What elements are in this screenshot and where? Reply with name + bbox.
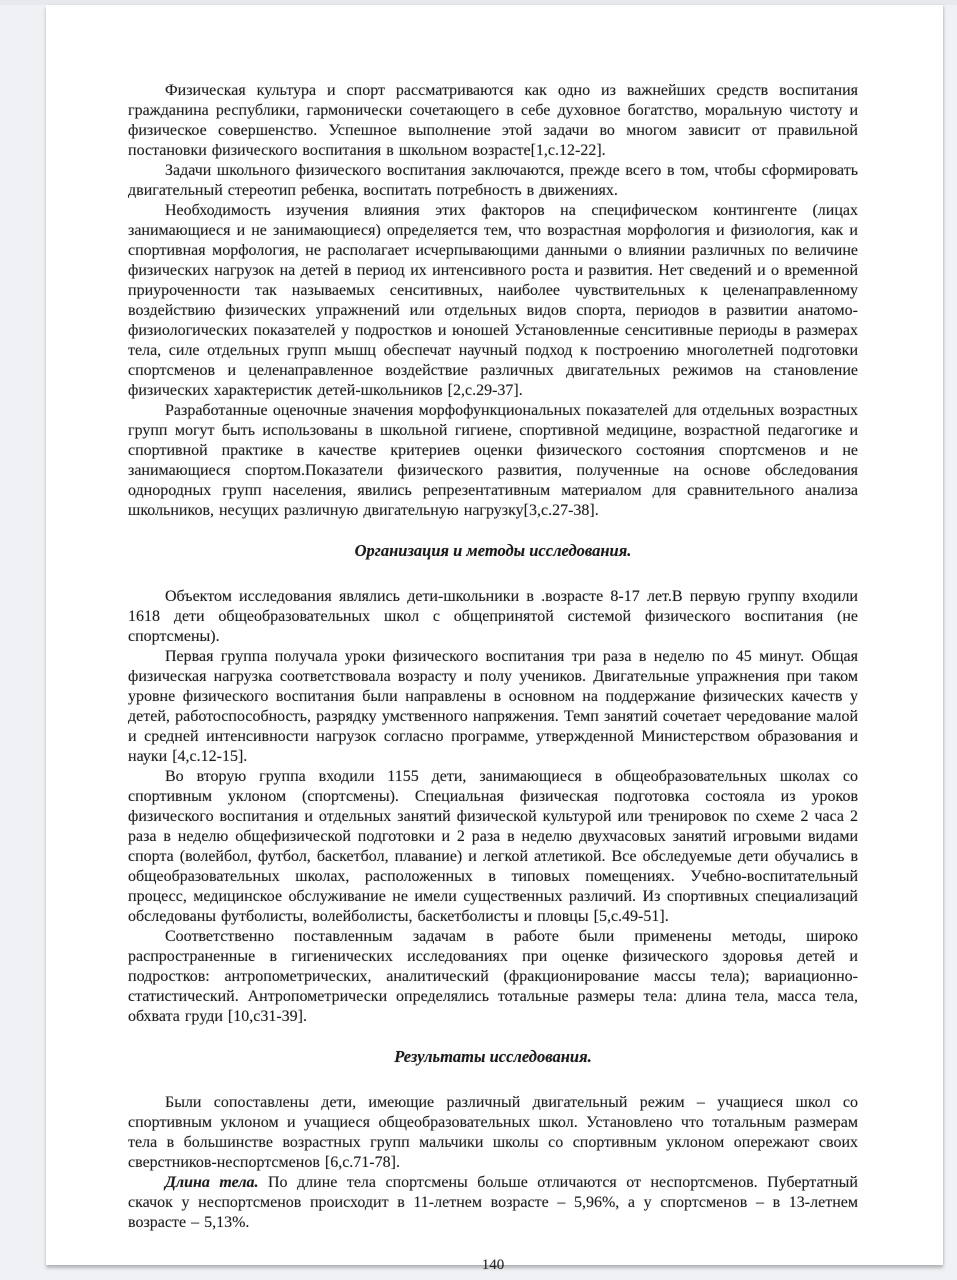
body-length-text: По длине тела спортсмены больше отличаются от неспортсменов. Пубертатный скачок у неспортсменов происходит в 11-летнем возрасте – 5,96%, а у спортсменов – в 13-летнем возрасте – 5,13%. bbox=[128, 1174, 858, 1231]
paragraph-results-2 bbox=[128, 1173, 858, 1233]
page-number: 140 bbox=[481, 1257, 505, 1273]
paragraph-methods-2: Первая группа получала уроки физического воспитания три раза в неделю по 45 минут. Общая физическая нагрузка соответствовала возрасту и полу учеников. Двигательные упражнения при таком уровне физического воспитания были направлены в основном на поддержание физических качеств у детей, работоспособность, разрядку умственного напряжения. Темп занятий сочетает чередование малой и средней интенсивности нагрузок согласно программе, утвержденной Министерством образования и науки [4,с.12-15]. bbox=[128, 648, 858, 765]
section-heading-results: Результаты исследования. bbox=[394, 1047, 592, 1066]
section-heading-methods: Организация и методы исследования. bbox=[354, 541, 632, 560]
paragraph-results-1: Были сопоставлены дети, имеющие различный двигательный режим – учащиеся школ со спортивным уклоном и учащиеся общеобразовательных школ. Установлено что тотальным размерам тела в большинстве возрастных групп мальчики школы со спортивным уклоном опережают своих сверстников-неспортсменов [6,с.71-78]. bbox=[128, 1094, 858, 1171]
paragraph-intro-1: Физическая культура и спорт рассматриваются как одно из важнейших средств воспитания гражданина республики, гармонически сочетающего в себе духовное богатство, моральную чистоту и физическое совершенство. Успешное выполнение этой задачи во многом зависит от правильной постановки физического воспитания в школьном возрасте[1,с.12-22]. bbox=[128, 82, 858, 159]
paragraph-methods-4: Соответственно поставленным задачам в работе были применены методы, широко распространенные в гигиенических исследованиях при оценке физического здоровья детей и подростков: антропометрических, аналитический (фракционирование массы тела); вариационно-статистический. Антропометрически определялись тотальные размеры тела: длина тела, масса тела, обхвата груди [10,с31-39]. bbox=[128, 928, 858, 1025]
paragraph-intro-3: Необходимость изучения влияния этих факторов на специфическом контингенте (лицах занимающиеся и не занимающиеся) определяется тем, что возрастная морфология и физиология, как и спортивная морфология, не располагает исчерпывающими данными о влиянии различных по величине физических нагрузок на детей в период их интенсивного роста и развития. Нет сведений и о временной приуроченности так называемых сенситивных, наиболее чувствительных к целенаправленному воздействию физических упражнений или отдельных видов спорта, периодов в развитии анатомо-физиологических показателей у подростков и юношей Установленные сенситивные периоды в размерах тела, силе отдельных групп мышц обеспечат научный подход к построению многолетней подготовки спортсменов и целенаправленное воздействие различных двигательных режимов на становление физических характеристик детей-школьников [2,с.29-37]. bbox=[128, 202, 858, 399]
paper-sheet bbox=[46, 5, 943, 1273]
paragraph-intro-2: Задачи школьного физического воспитания заключаются, прежде всего в том, чтобы сформировать двигательный стереотип ребенка, воспитать потребность в движениях. bbox=[128, 162, 858, 199]
paragraph-methods-1: Объектом исследования являлись дети-школьники в .возрасте 8-17 лет.В первую группу входили 1618 дети общеобразовательных школ с общепринятой системой физического воспитания (не спортсмены). bbox=[128, 588, 858, 645]
paragraph-methods-3: Во вторую группа входили 1155 дети, занимающиеся в общеобразовательных школах со спортивным уклоном (спортсмены). Специальная физическая подготовка состояла из уроков физического воспитания и отдельных занятий физической культурой или тренировок по схеме 2 часа 2 раза в неделю общефизической подготовки и 2 раза в неделю двухчасовых занятий игровыми видами спорта (волейбол, футбол, баскетбол, плавание) и легкой атлетикой. Все обследуемые дети обучались в общеобразовательных школах, расположенных в типовых помещениях. Учебно-воспитательный процесс, медицинское обслуживание не имели существенных различий. Из спортивных специализаций обследованы футболисты, волейболисты, баскетболисты и пловцы [5,с.49-51]. bbox=[128, 768, 858, 925]
body-length-label: Длина тела. bbox=[165, 1174, 259, 1191]
paragraph-intro-4: Разработанные оценочные значения морфофункциональных показателей для отдельных возрастных групп могут быть использованы в школьной гигиене, спортивной медицине, возрастной педагогике и спортивной практике в качестве критериев оценки физического состояния спортсменов и не занимающиеся спортом.Показатели физического развития, полученные на основе обследования однородных групп населения, явились репрезентативным материалом для сравнительного анализа школьников, несущих различную двигательную нагрузку[3,с.27-38]. bbox=[128, 402, 858, 519]
page-content bbox=[128, 81, 858, 1274]
